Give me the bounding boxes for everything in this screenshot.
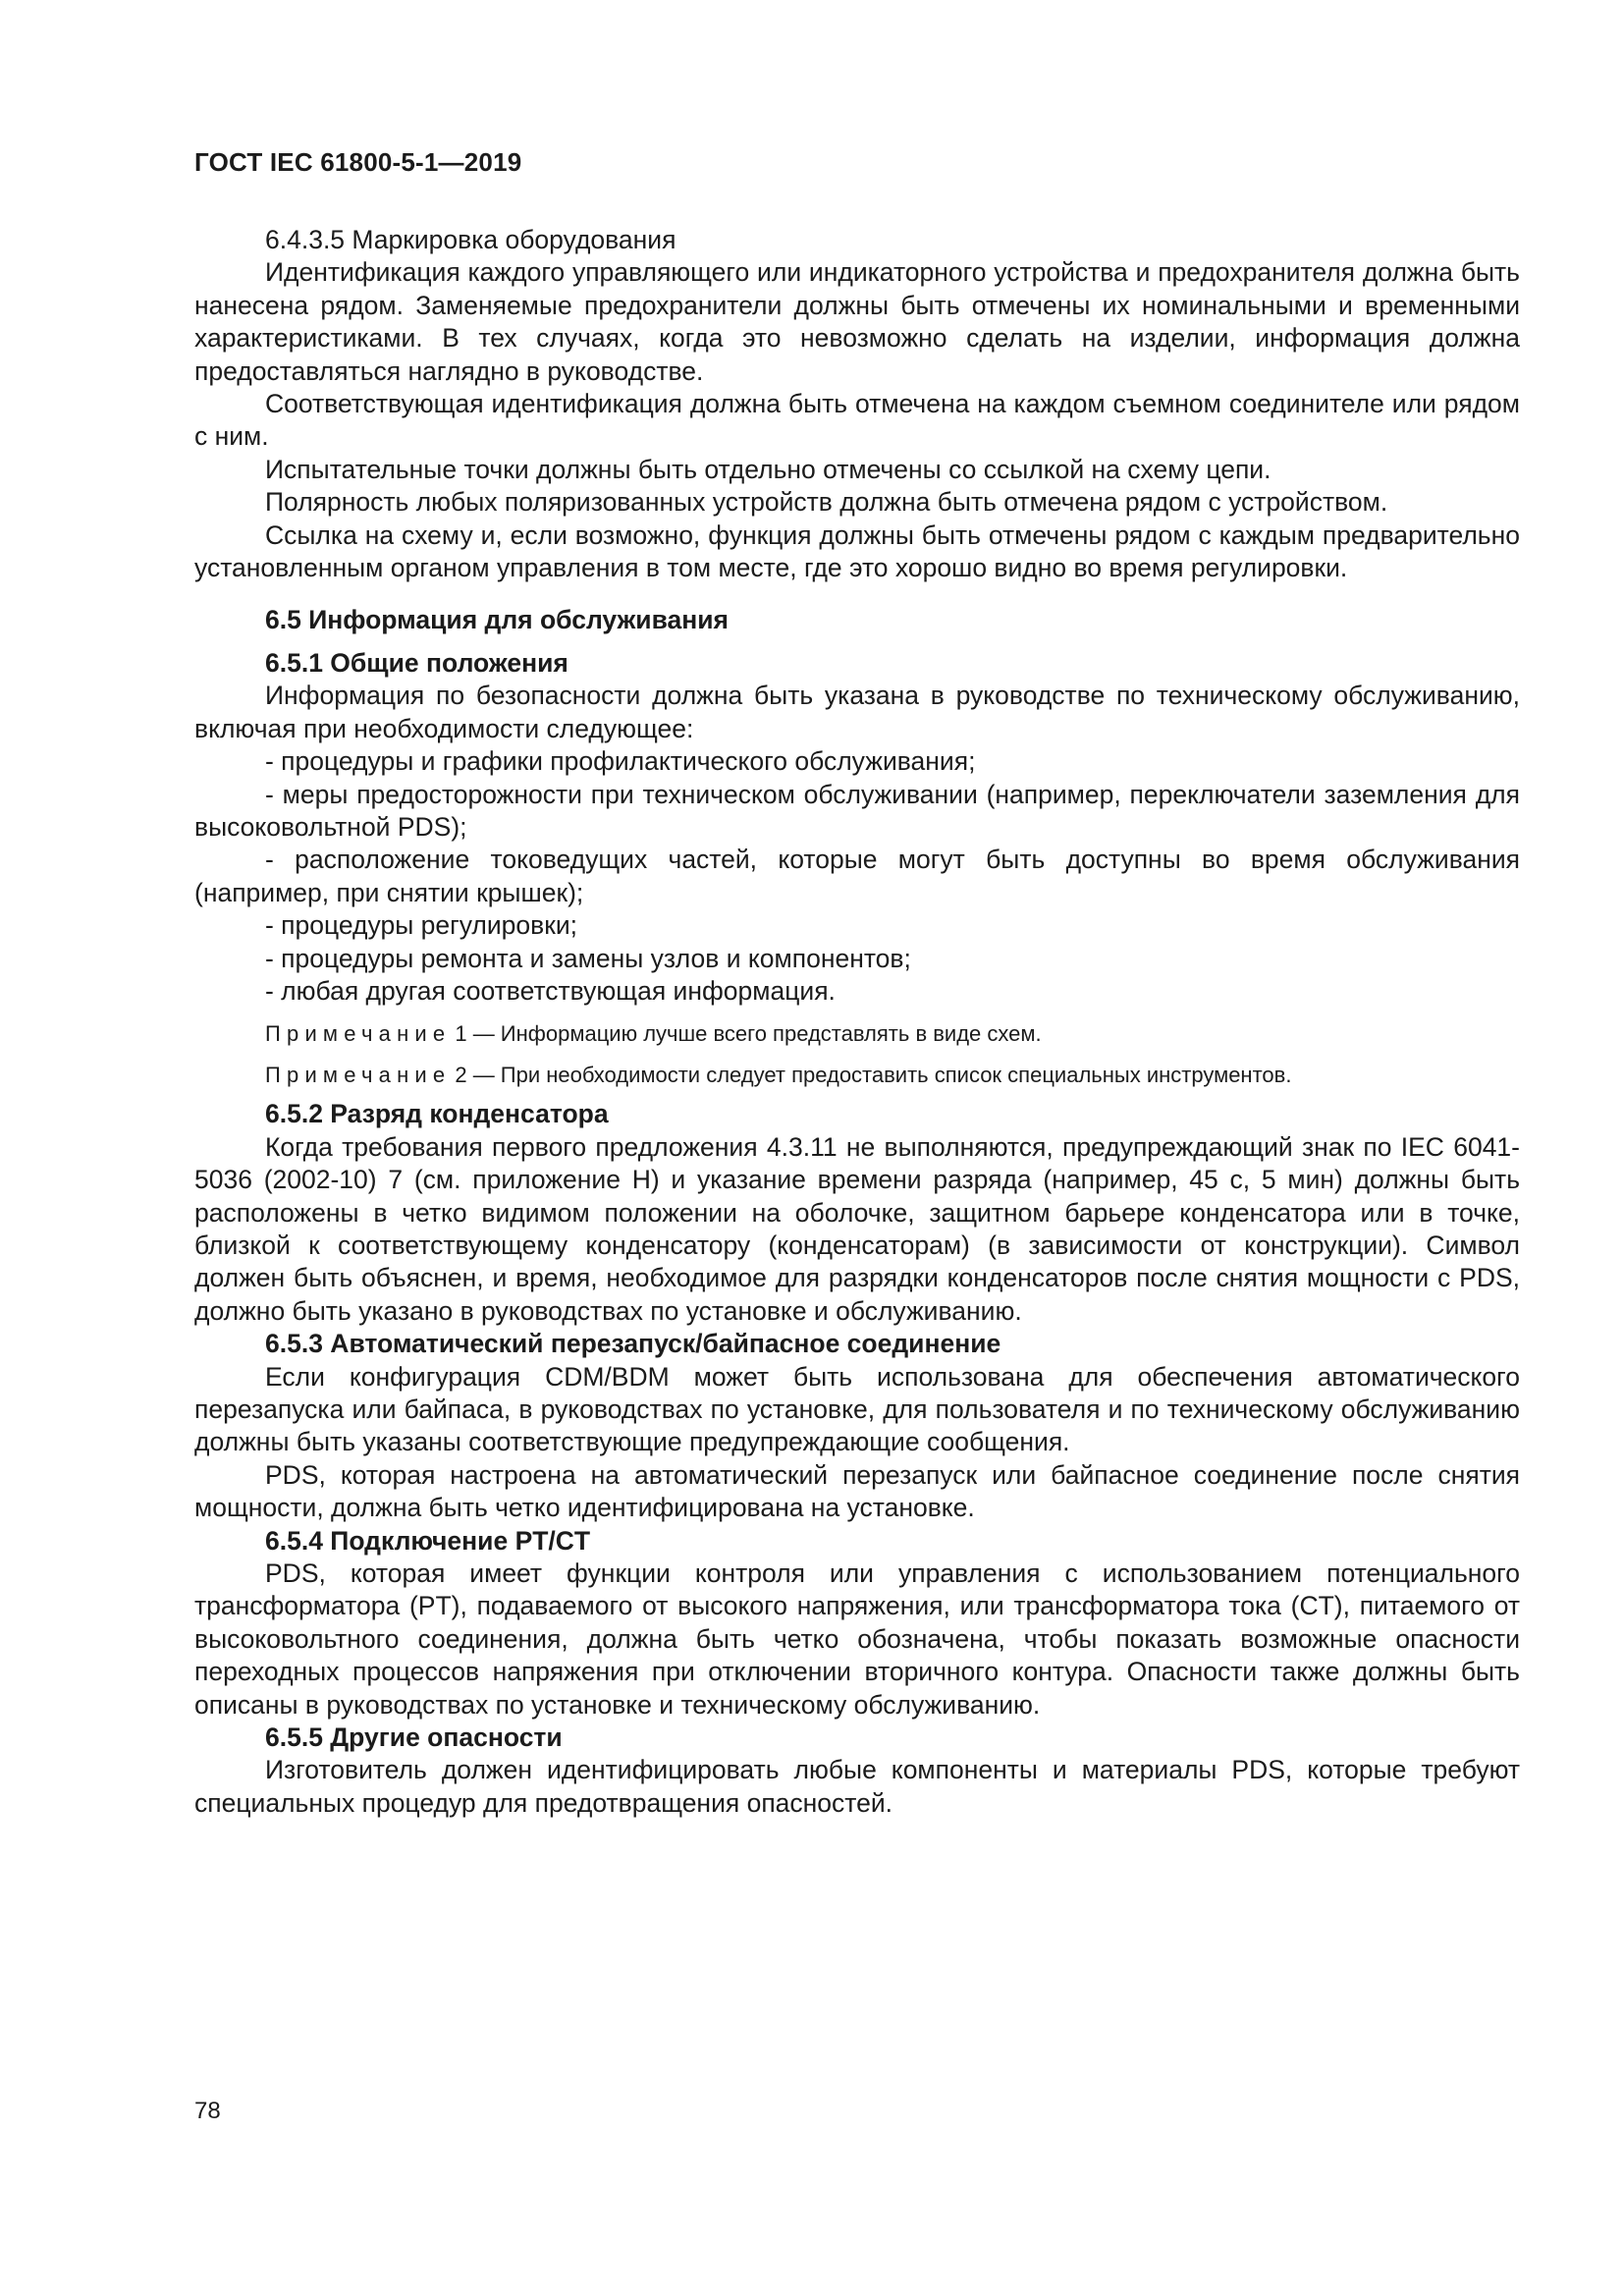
note-text: 1 — Информацию лучше всего представлять в виде схем. (455, 1021, 1042, 1047)
paragraph: PDS, которая настроена на автоматический перезапуск или байпасное соединение после снятия мощности, должна быть четко идентифицирована на установке. (194, 1459, 1520, 1523)
list-item: - меры предосторожности при техническом обслуживании (например, переключатели заземления для высоковольтной PDS); (194, 779, 1520, 842)
list-item: - процедуры ремонта и замены узлов и компонентов; (265, 943, 911, 973)
paragraph: Идентификация каждого управляющего или индикаторного устройства и предохранителя должна быть нанесена рядом. Заменяемые предохранители должны быть отмечены их номинальными и временными характеристиками. В тех случаях, когда это невозможно сделать на изделии, информация должна предоставляться наглядно в руководстве. (194, 257, 1520, 386)
section-6-5-2-title: 6.5.2 Разряд конденсатора (265, 1099, 609, 1129)
list-item: - любая другая соответствующая информация. (265, 975, 836, 1006)
paragraph: Полярность любых поляризованных устройств должна быть отмечена рядом с устройством. (265, 487, 1388, 518)
section-6-5-title: 6.5 Информация для обслуживания (265, 605, 730, 635)
paragraph: Испытательные точки должны быть отдельно отмечены со ссылкой на схему цепи. (265, 454, 1271, 484)
section-6-5-4-title: 6.5.4 Подключение PT/CT (265, 1525, 591, 1556)
document-body (194, 224, 1520, 1820)
note-label: Примечание (265, 1063, 452, 1088)
section-6-4-3-5-title: 6.4.3.5 Маркировка оборудования (265, 225, 676, 254)
note-2 (194, 1061, 1520, 1090)
note-1 (194, 1019, 1520, 1049)
paragraph: Если конфигурация CDM/BDM может быть использована для обеспечения автоматического перезапуска или байпаса, в руководствах по установке, для пользователя и по техническому обслуживанию должны быть указаны соответствующие предупреждающие сообщения. (194, 1361, 1520, 1457)
paragraph: Изготовитель должен идентифицировать любые компоненты и материалы PDS, которые требуют специальных процедур для предотвращения опасностей. (194, 1755, 1520, 1818)
paragraph: Информация по безопасности должна быть указана в руководстве по техническому обслуживанию, включая при необходимости следующее: (194, 681, 1520, 743)
note-text: 2 — При необходимости следует предоставить список специальных инструментов. (455, 1063, 1292, 1088)
list-item: - расположение токоведущих частей, которые могут быть доступны во время обслуживания (например, при снятии крышек); (194, 845, 1520, 907)
paragraph: Соответствующая идентификация должна быть отмечена на каждом съемном соединителе или рядом с ним. (194, 389, 1520, 452)
section-6-5-5-title: 6.5.5 Другие опасности (265, 1722, 563, 1753)
list-item: - процедуры регулировки; (265, 910, 577, 941)
paragraph: PDS, которая имеет функции контроля или управления с использованием потенциального трансформатора (PT), подаваемого от высокого напряжения, или трансформатора тока (CT), питаемого от высоковольтного соединения, должна быть четко обозначена, чтобы показать возможные опасности переходных процессов напряжения при отключении вторичного контура. Опасности также должны быть описаны в руководствах по установке и техническому обслуживанию. (194, 1558, 1520, 1720)
paragraph: Ссылка на схему и, если возможно, функция должны быть отмечены рядом с каждым предварительно установленным органом управления в том месте, где это хорошо видно во время регулировки. (194, 519, 1520, 583)
paragraph: Когда требования первого предложения 4.3.11 не выполняются, предупреждающий знак по IEC 6041-5036 (2002-10) 7 (см. приложение Н) и указание времени разряда (например, 45 с, 5 мин) должны быть расположены в четко видимом положении на оболочке, защитном барьере конденсатора или в точке, близкой к соответствующему конденсатору (конденсаторам) (в зависимости от конструкции). Символ должен быть объяснен, и время, необходимое для разрядки конденсаторов после снятия мощности с PDS, должно быть указано в руководствах по установке и обслуживанию. (194, 1131, 1520, 1326)
section-6-5-3-title: 6.5.3 Автоматический перезапуск/байпасное соединение (265, 1329, 1001, 1359)
note-label: Примечание (265, 1021, 452, 1047)
document-header: ГОСТ IEC 61800-5-1—2019 (194, 147, 522, 177)
page-number: 78 (194, 2098, 221, 2124)
section-6-5-1-title: 6.5.1 Общие положения (265, 647, 568, 678)
list-item: - процедуры и графики профилактического обслуживания; (265, 746, 976, 777)
